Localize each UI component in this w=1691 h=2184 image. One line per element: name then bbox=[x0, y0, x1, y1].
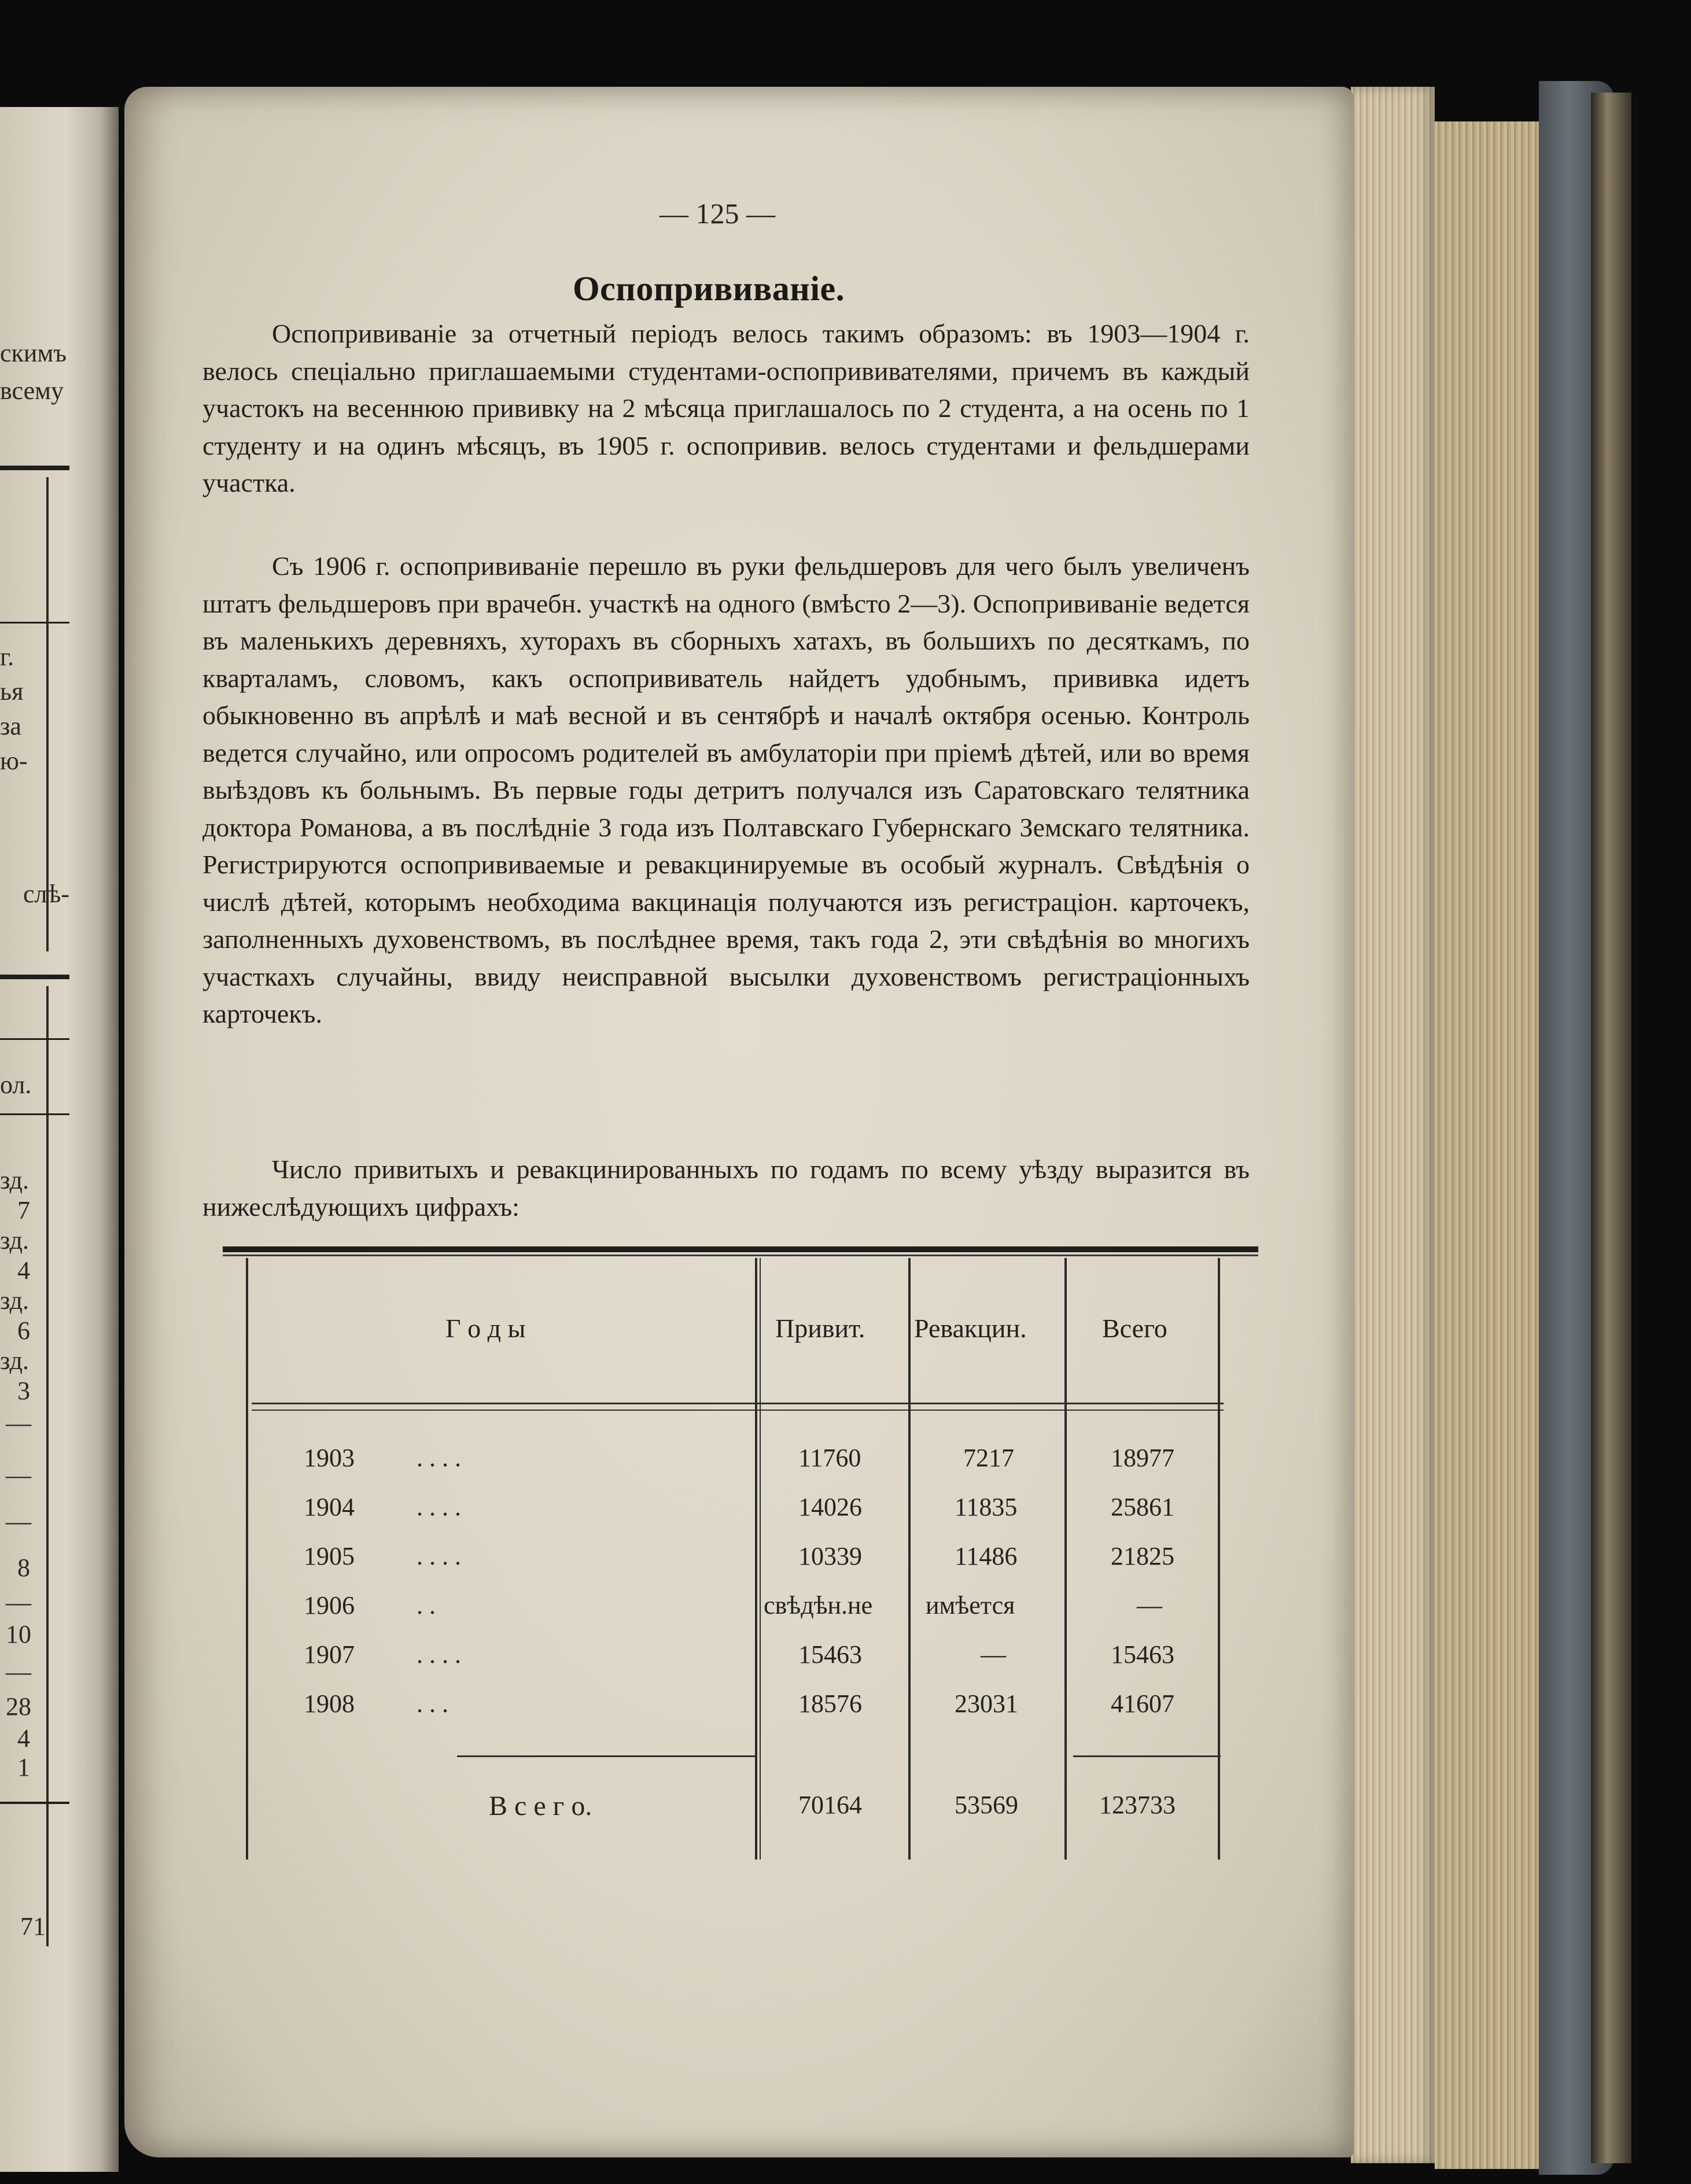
left-page-fragment: 4 bbox=[17, 1256, 30, 1285]
row-privit: 14026 bbox=[798, 1493, 862, 1521]
row-revakc: — bbox=[981, 1640, 1006, 1669]
paragraph-1: Оспопрививаніе за отчетный періодъ велось такимъ образомъ: въ 1903—1904 г. велось спеціально приглашаемыми студентами-оспопрививателями, причемъ въ каждый участокъ на весеннюю прививку на 2 мѣсяца приглашалось по 2 студента, а на осень по 1 студенту и на одинъ мѣсяцъ, въ 1905 г. оспопривив. велось студентами и фельдшерами участка. bbox=[202, 319, 1250, 497]
left-page-fragment: 3 bbox=[17, 1377, 30, 1405]
total-rule-right bbox=[1073, 1755, 1221, 1757]
page-edges-back bbox=[1435, 121, 1542, 2169]
total-rule-left bbox=[457, 1755, 755, 1757]
left-facing-page bbox=[0, 107, 119, 2172]
row-privit: 18576 bbox=[798, 1689, 862, 1718]
left-page-fragment: 71 bbox=[20, 1912, 46, 1940]
left-page-fragment: ол. bbox=[0, 1071, 32, 1099]
row-dots: . . . bbox=[417, 1689, 448, 1718]
row-year: 1905 bbox=[304, 1542, 355, 1570]
header-vsego: Всего bbox=[1102, 1314, 1167, 1343]
table-top-rule-thin bbox=[223, 1255, 1258, 1256]
table-row bbox=[223, 1689, 1258, 1735]
row-vsego: 21825 bbox=[1111, 1542, 1174, 1570]
header-rule-2 bbox=[252, 1410, 1224, 1411]
row-dots: . . . . bbox=[417, 1542, 461, 1570]
row-privit: свѣдѣн.не bbox=[764, 1591, 873, 1619]
left-page-fragment: скимъ bbox=[0, 339, 67, 367]
left-page-fragment: 28 bbox=[6, 1692, 31, 1721]
row-revakc: 23031 bbox=[955, 1689, 1018, 1718]
row-revakc: имѣется bbox=[926, 1591, 1015, 1619]
left-page-fragment: ья bbox=[0, 677, 24, 706]
left-page-fragment: 8 bbox=[17, 1554, 30, 1582]
left-page-fragment: — bbox=[6, 1507, 31, 1536]
page-edges bbox=[1351, 87, 1435, 2163]
header-years: Г о д ы bbox=[445, 1314, 526, 1343]
left-page-rule bbox=[0, 622, 69, 624]
row-vsego: 15463 bbox=[1111, 1640, 1174, 1669]
left-page-fragment: слѣ- bbox=[23, 880, 70, 908]
left-page-fragment: 1 bbox=[17, 1753, 30, 1781]
paragraph-3: Число привитыхъ и ревакцинированныхъ по годамъ по всему уѣзду выразится въ нижеслѣдующихъ цифрахъ: bbox=[202, 1154, 1250, 1222]
row-year: 1903 bbox=[304, 1444, 355, 1472]
total-privit: 70164 bbox=[798, 1791, 862, 1819]
left-page-rule bbox=[0, 466, 69, 470]
table-top-rule bbox=[223, 1246, 1258, 1252]
header-revakc: Ревакцин. bbox=[914, 1314, 1027, 1343]
left-page-fragment: зд. bbox=[0, 1346, 29, 1375]
row-privit: 10339 bbox=[798, 1542, 862, 1570]
row-year: 1908 bbox=[304, 1689, 355, 1718]
row-revakc: 11835 bbox=[955, 1493, 1018, 1521]
left-page-fragment: зд. bbox=[0, 1286, 29, 1315]
left-page-fragment: зд. bbox=[0, 1166, 29, 1194]
left-page-fragment: — bbox=[6, 1588, 31, 1617]
row-year: 1904 bbox=[304, 1493, 355, 1521]
row-vsego: 41607 bbox=[1111, 1689, 1174, 1718]
row-vsego: 18977 bbox=[1111, 1444, 1174, 1472]
table-row bbox=[223, 1591, 1258, 1637]
left-page-fragment: 4 bbox=[17, 1724, 30, 1753]
table-row bbox=[223, 1443, 1258, 1489]
row-dots: . . bbox=[417, 1591, 436, 1619]
left-page-fragment: 10 bbox=[6, 1620, 31, 1648]
left-page-fragment: г. bbox=[0, 643, 14, 671]
table-row bbox=[223, 1640, 1258, 1686]
left-page-fragment: всему bbox=[0, 377, 64, 405]
header-rule bbox=[252, 1403, 1224, 1404]
total-label: В с е г о. bbox=[489, 1791, 592, 1821]
row-dots: . . . . bbox=[417, 1640, 461, 1669]
total-revakc: 53569 bbox=[955, 1791, 1018, 1819]
row-year: 1907 bbox=[304, 1640, 355, 1669]
total-vsego: 123733 bbox=[1099, 1791, 1176, 1819]
left-page-rule bbox=[0, 1038, 69, 1040]
paragraph-2: Съ 1906 г. оспопрививаніе перешло въ руки фельдшеровъ для чего былъ увеличенъ штатъ фельдшеровъ при врачебн. участкѣ на одного (вмѣсто 2—3). Оспопрививаніе ведется въ маленькихъ деревняхъ, хуторахъ въ сборныхъ хатахъ, въ большихъ по десяткамъ, по кварталамъ, словомъ, какъ оспопрививатель найдетъ удобнымъ, прививка идетъ обыкновенно въ апрѣлѣ и маѣ весной и въ сентябрѣ и началѣ октября осенью. Контроль ведется случайно, или опросомъ родителей въ амбулаторіи при пріемѣ дѣтей, или во время выѣздовъ къ больнымъ. Въ первые годы детритъ получался изъ Саратовскаго телятника доктора Романова, а въ послѣдніе 3 года изъ Полтавскаго Губернскаго Земскаго телятника. Регистрируются оспопрививаемые и ревакцинируемые въ особый журналъ. Свѣдѣнія о числѣ дѣтей, которымъ необходима вакцинація получаются изъ регистраціон. карточекъ, заполненныхъ духовенствомъ, въ послѣднее время, такъ года 2, эти свѣдѣнія во многихъ участкахъ случайны, ввиду неисправной высылки духовенствомъ регистраціонныхъ карточекъ. bbox=[202, 551, 1250, 1028]
left-page-fragment: — bbox=[6, 1658, 31, 1686]
left-page-rule bbox=[0, 1113, 69, 1115]
total-row bbox=[223, 1790, 1258, 1836]
row-vsego: 25861 bbox=[1111, 1493, 1174, 1521]
left-page-fragment: за bbox=[0, 712, 21, 740]
left-page-fragment: — bbox=[6, 1409, 31, 1437]
row-dots: . . . . bbox=[417, 1493, 461, 1521]
header-privit: Привит. bbox=[775, 1314, 865, 1343]
left-page-fragment: 6 bbox=[17, 1316, 30, 1345]
row-vsego: — bbox=[1137, 1591, 1162, 1619]
left-page-fragment: 7 bbox=[17, 1196, 30, 1224]
left-page-fragment: зд. bbox=[0, 1226, 29, 1255]
table-row bbox=[223, 1492, 1258, 1539]
left-page-rule bbox=[0, 1802, 69, 1804]
table-row bbox=[223, 1541, 1258, 1588]
section-title: Оспопрививаніе. bbox=[573, 270, 845, 308]
left-page-rule bbox=[0, 975, 69, 979]
row-revakc: 7217 bbox=[963, 1444, 1014, 1472]
vaccination-table bbox=[223, 1246, 1258, 1860]
row-revakc: 11486 bbox=[955, 1542, 1018, 1570]
row-privit: 15463 bbox=[798, 1640, 862, 1669]
row-dots: . . . . bbox=[417, 1444, 461, 1472]
left-page-fragment: ю- bbox=[0, 747, 28, 775]
page-number: — 125 — bbox=[660, 197, 775, 230]
row-year: 1906 bbox=[304, 1591, 355, 1619]
row-privit: 11760 bbox=[798, 1444, 861, 1472]
left-page-fragment: — bbox=[6, 1461, 31, 1489]
book-cover-edge bbox=[1591, 93, 1631, 2163]
